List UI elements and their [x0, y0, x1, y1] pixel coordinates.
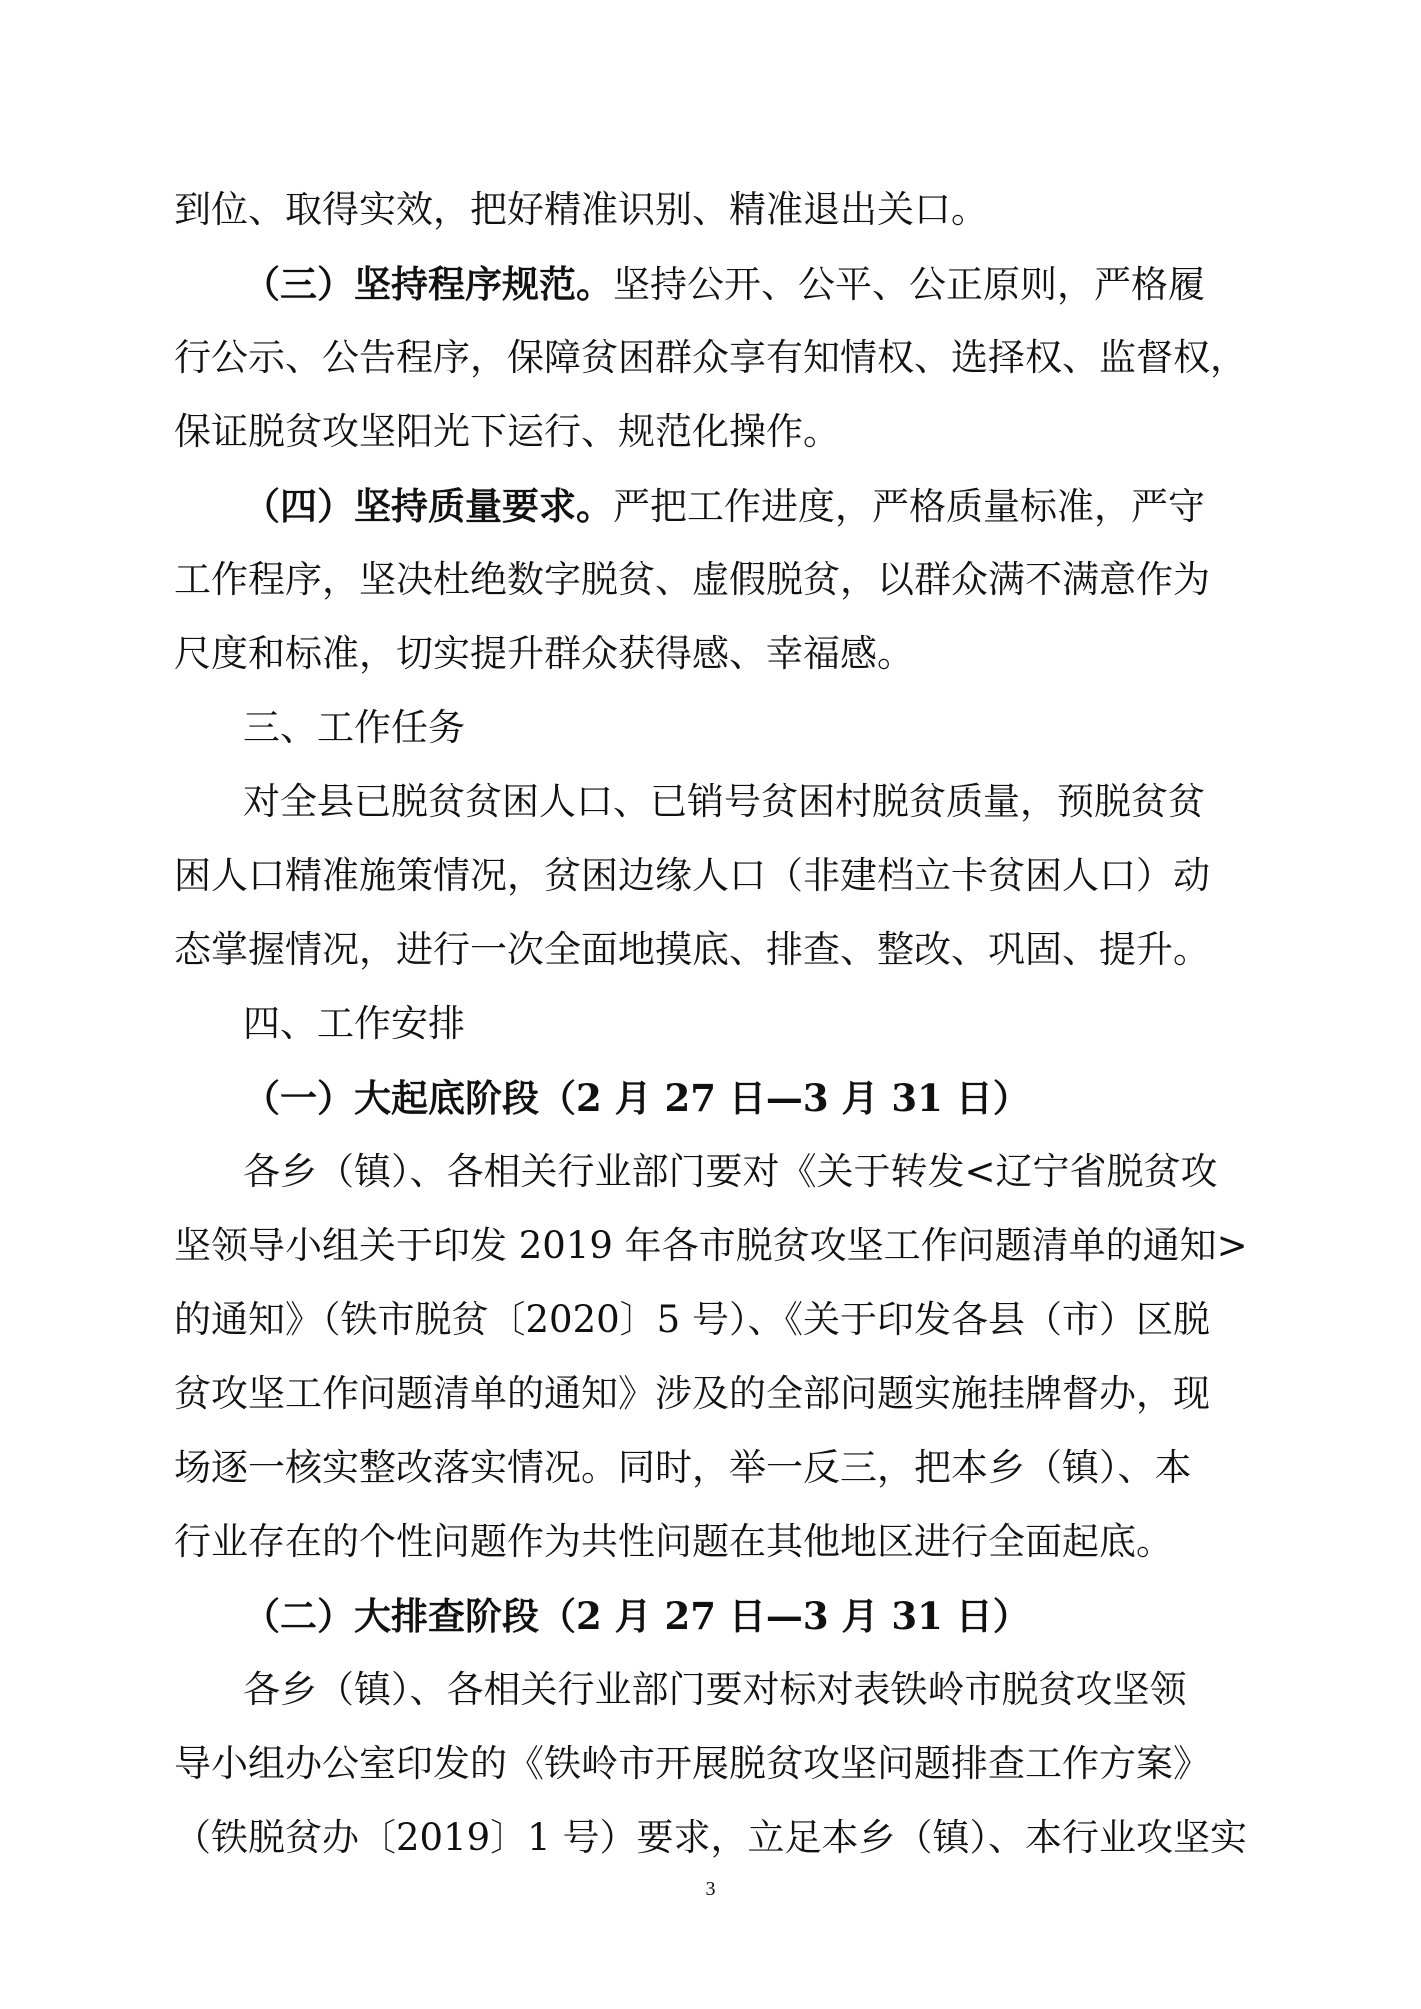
body-line-2: （三）坚持程序规范。坚持公开、公平、公正原则，严格履 [243, 262, 1205, 306]
body-line-18: 场逐一核实整改落实情况。同时，举一反三，把本乡（镇）、本 [174, 1446, 1192, 1489]
body-line-4: 保证脱贫攻坚阳光下运行、规范化操作。 [174, 410, 840, 453]
body-line-19: 行业存在的个性问题作为共性问题在其他地区进行全面起底。 [174, 1520, 1173, 1563]
section-heading-3: （三）坚持程序规范。 [243, 262, 613, 306]
body-line-6: 工作程序，坚决杜绝数字脱贫、虚假脱贫，以群众满不满意作为 [174, 558, 1210, 601]
page-number: 3 [705, 1878, 716, 1900]
chapter-heading-4: 四、工作安排 [243, 1002, 465, 1045]
chapter-heading-3: 三、工作任务 [243, 706, 465, 749]
body-line-5: （四）坚持质量要求。严把工作进度，严格质量标准，严守 [243, 484, 1205, 528]
body-line-16: 的通知》（铁市脱贫〔2020〕5 号）、《关于印发各县（市）区脱 [174, 1298, 1210, 1341]
subsection-heading-1: （一）大起底阶段（2 月 27 日—3 月 31 日） [243, 1076, 1030, 1120]
section-heading-4: （四）坚持质量要求。 [243, 484, 613, 528]
body-line-9: 对全县已脱贫贫困人口、已销号贫困村脱贫质量，预脱贫贫 [243, 780, 1205, 823]
body-line-1: 到位、取得实效，把好精准识别、精准退出关口。 [174, 188, 988, 231]
body-line-11: 态掌握情况，进行一次全面地摸底、排查、整改、巩固、提升。 [174, 928, 1210, 971]
body-line-23: （铁脱贫办〔2019〕1 号）要求，立足本乡（镇）、本行业攻坚实 [174, 1816, 1247, 1859]
body-line-22: 导小组办公室印发的《铁岭市开展脱贫攻坚问题排查工作方案》 [174, 1742, 1210, 1785]
subsection-heading-2: （二）大排查阶段（2 月 27 日—3 月 31 日） [243, 1594, 1030, 1638]
body-line-15: 坚领导小组关于印发 2019 年各市脱贫攻坚工作问题清单的通知> [174, 1224, 1248, 1267]
body-line-7: 尺度和标准，切实提升群众获得感、幸福感。 [174, 632, 914, 675]
body-line-3: 行公示、公告程序，保障贫困群众享有知情权、选择权、监督权， [174, 336, 1247, 379]
body-line-10: 困人口精准施策情况，贫困边缘人口（非建档立卡贫困人口）动 [174, 854, 1210, 897]
body-line-21: 各乡（镇）、各相关行业部门要对标对表铁岭市脱贫攻坚领 [243, 1668, 1187, 1711]
body-line-17: 贫攻坚工作问题清单的通知》涉及的全部问题实施挂牌督办，现 [174, 1372, 1210, 1415]
body-line-14: 各乡（镇）、各相关行业部门要对《关于转发<辽宁省脱贫攻 [243, 1150, 1218, 1193]
